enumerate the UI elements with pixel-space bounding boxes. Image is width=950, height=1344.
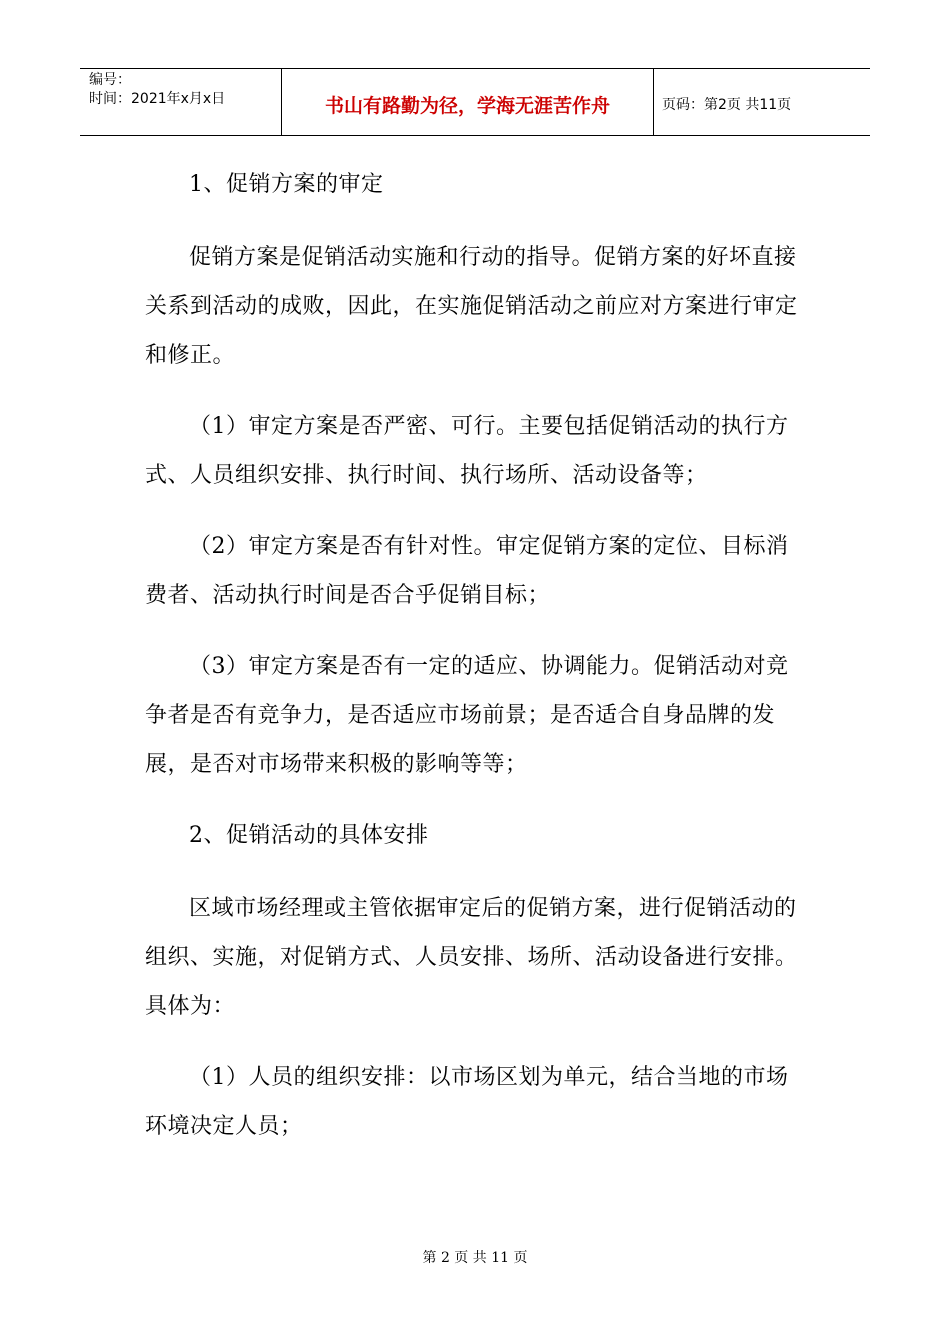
paragraph: （2）审定方案是否有针对性。审定促销方案的定位、目标消费者、活动执行时间是否合乎促销目标； <box>145 534 789 608</box>
document-body <box>145 160 810 1173</box>
section-heading-1: 1、促销方案的审定 <box>189 172 384 197</box>
paragraph: 区域市场经理或主管依据审定后的促销方案，进行促销活动的组织、实施，对促销方式、人员安排、场所、活动设备进行安排。具体为： <box>145 896 798 1019</box>
header-motto: 书山有路勤为径，学海无涯苦作舟 <box>282 69 654 135</box>
footer-page-number: 第 2 页 共 11 页 <box>422 1250 528 1266</box>
page-header <box>80 68 870 136</box>
page-footer <box>0 1247 950 1267</box>
paragraph: （1）人员的组织安排：以市场区划为单元，结合当地的市场环境决定人员； <box>145 1065 789 1139</box>
document-time-label: 时间：2021年x月x日 <box>89 91 226 107</box>
paragraph: （3）审定方案是否有一定的适应、协调能力。促销活动对竞争者是否有竞争力，是否适应市场前景；是否适合自身品牌的发展，是否对市场带来积极的影响等等； <box>145 654 789 777</box>
paragraph: 促销方案是促销活动实施和行动的指导。促销方案的好坏直接关系到活动的成败，因此，在实施促销活动之前应对方案进行审定和修正。 <box>145 245 798 368</box>
header-meta <box>80 69 282 135</box>
paragraph: （1）审定方案是否严密、可行。主要包括促销活动的执行方式、人员组织安排、执行时间、执行场所、活动设备等； <box>145 414 789 488</box>
header-page-info: 页码：第2页 共11页 <box>662 97 792 113</box>
section-heading-2: 2、促销活动的具体安排 <box>189 823 429 848</box>
document-number-label: 编号： <box>89 72 131 88</box>
